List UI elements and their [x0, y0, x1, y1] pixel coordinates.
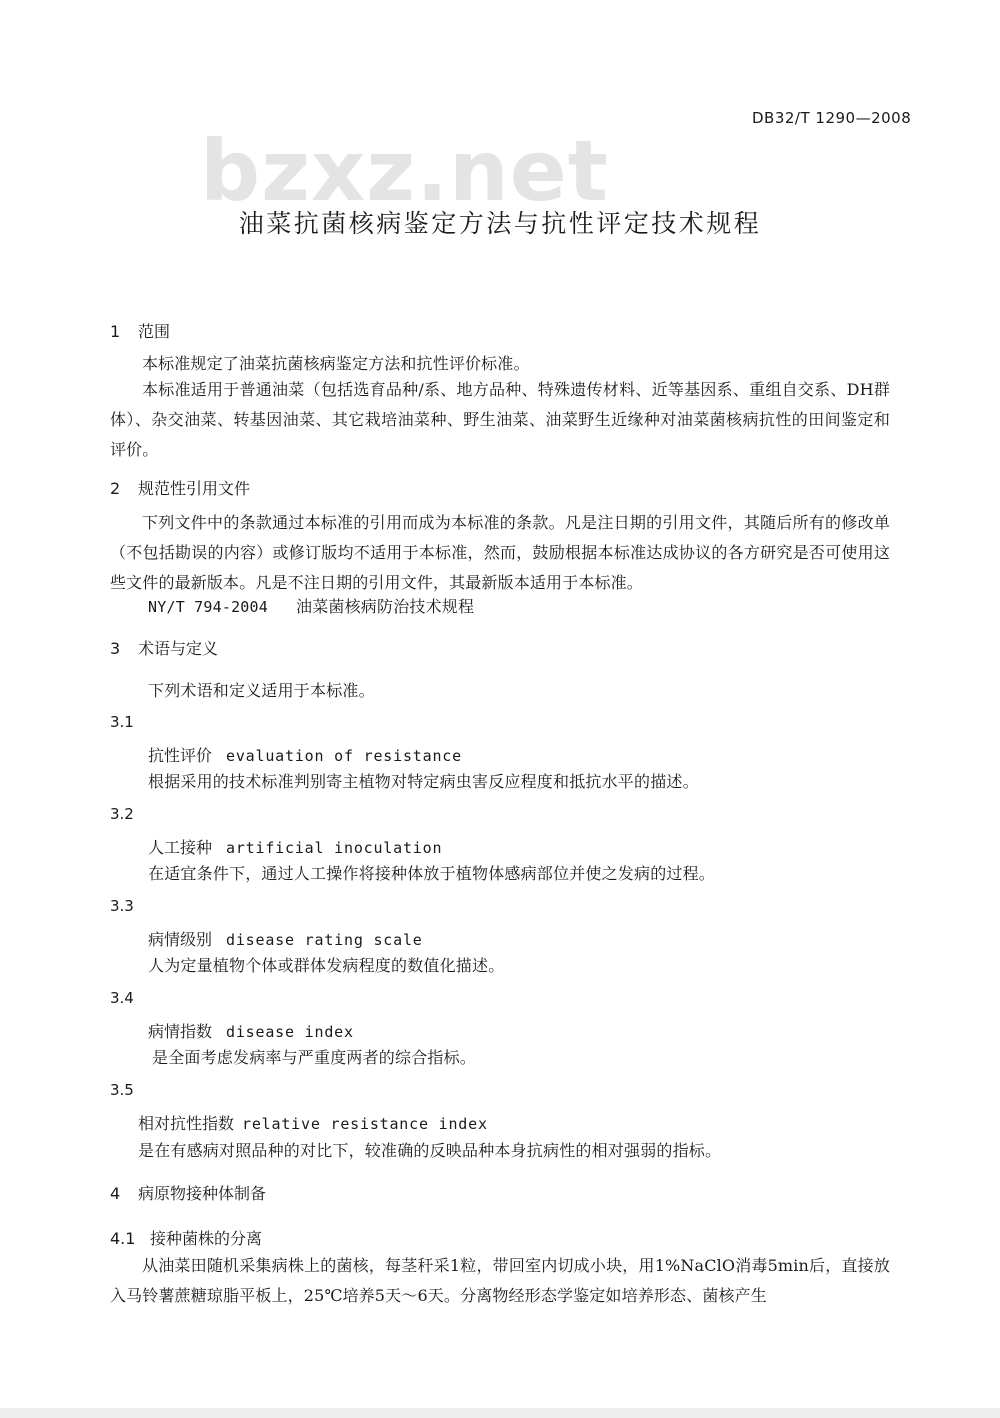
section-title: 术语与定义: [138, 639, 219, 658]
clause-number: 3.2: [110, 805, 134, 823]
subsection-4-1-heading: [110, 1226, 262, 1249]
term-zh: 人工接种: [148, 838, 213, 857]
paragraph: 下列术语和定义适用于本标准。: [148, 681, 375, 700]
section-4-heading: [110, 1181, 266, 1204]
term-en: disease index: [226, 1023, 354, 1041]
paragraph: 本标准适用于普通油菜（包括选育品种/系、地方品种、特殊遗传材料、近等基因系、重组自交系、DH群体）、杂交油菜、转基因油菜、其它栽培油菜种、野生油菜、油菜野生近缘种对油菜菌核病抗性的田间鉴定和评价。: [110, 380, 890, 459]
section-title: 范围: [138, 322, 171, 341]
term-definition: 是在有感病对照品种的对比下，较准确的反映品种本身抗病性的相对强弱的指标。: [138, 1141, 722, 1160]
term-entry: [148, 835, 442, 858]
clause-number: 3.5: [110, 1081, 134, 1099]
section-title: 病原物接种体制备: [138, 1184, 267, 1203]
section-title: 规范性引用文件: [138, 479, 251, 498]
term-zh: 病情指数: [148, 1022, 213, 1041]
section-number: 4: [110, 1184, 121, 1203]
term-entry: [148, 1019, 354, 1042]
reference-code: NY/T 794-2004: [148, 598, 268, 616]
paragraph: 从油菜田随机采集病株上的菌核，每茎秆采1粒，带回室内切成小块，用1%NaClO消毒5min后，直接放入马铃薯蔗糖琼脂平板上，25℃培养5天～6天。分离物经形态学鉴定如培养形态、菌核产生: [110, 1256, 890, 1305]
section-2-heading: [110, 476, 250, 499]
standard-number: DB32/T 1290—2008: [752, 109, 912, 127]
term-en: artificial inoculation: [226, 839, 443, 857]
subsection-number: 4.1: [110, 1229, 136, 1248]
normative-reference: [148, 592, 474, 622]
section-1-heading: [110, 319, 170, 342]
section-number: 2: [110, 479, 121, 498]
section-3-heading: [110, 636, 218, 659]
term-entry: [138, 1111, 488, 1134]
term-zh: 抗性评价: [148, 746, 213, 765]
reference-title: 油菜菌核病防治技术规程: [296, 597, 475, 616]
term-en: evaluation of resistance: [226, 747, 462, 765]
page-bottom-edge: [0, 1408, 1000, 1418]
term-entry: [148, 743, 462, 766]
term-en: relative resistance index: [242, 1115, 488, 1133]
subsection-title: 接种菌株的分离: [150, 1229, 263, 1248]
watermark: bzxz.net: [200, 122, 609, 220]
clause-number: 3.3: [110, 897, 134, 915]
clause-number: 3.1: [110, 713, 134, 731]
section-number: 3: [110, 639, 121, 658]
paragraph: 本标准规定了油菜抗菌核病鉴定方法和抗性评价标准。: [142, 354, 530, 373]
term-definition: 是全面考虑发病率与严重度两者的综合指标。: [152, 1048, 477, 1067]
section-number: 1: [110, 322, 121, 341]
term-definition: 人为定量植物个体或群体发病程度的数值化描述。: [148, 956, 505, 975]
document-title: 油菜抗菌核病鉴定方法与抗性评定技术规程: [238, 209, 762, 238]
term-definition: 根据采用的技术标准判别寄主植物对特定病虫害反应程度和抵抗水平的描述。: [148, 772, 699, 791]
term-definition: 在适宜条件下，通过人工操作将接种体放于植物体感病部位并使之发病的过程。: [148, 864, 716, 883]
term-en: disease rating scale: [226, 931, 423, 949]
term-zh: 相对抗性指数: [138, 1114, 235, 1133]
paragraph: 下列文件中的条款通过本标准的引用而成为本标准的条款。凡是注日期的引用文件，其随后所有的修改单（不包括勘误的内容）或修订版均不适用于本标准，然而，鼓励根据本标准达成协议的各方研究是否可使用这些文件的最新版本。凡是不注日期的引用文件，其最新版本适用于本标准。: [110, 513, 890, 592]
clause-number: 3.4: [110, 989, 134, 1007]
term-zh: 病情级别: [148, 930, 213, 949]
term-entry: [148, 927, 423, 950]
